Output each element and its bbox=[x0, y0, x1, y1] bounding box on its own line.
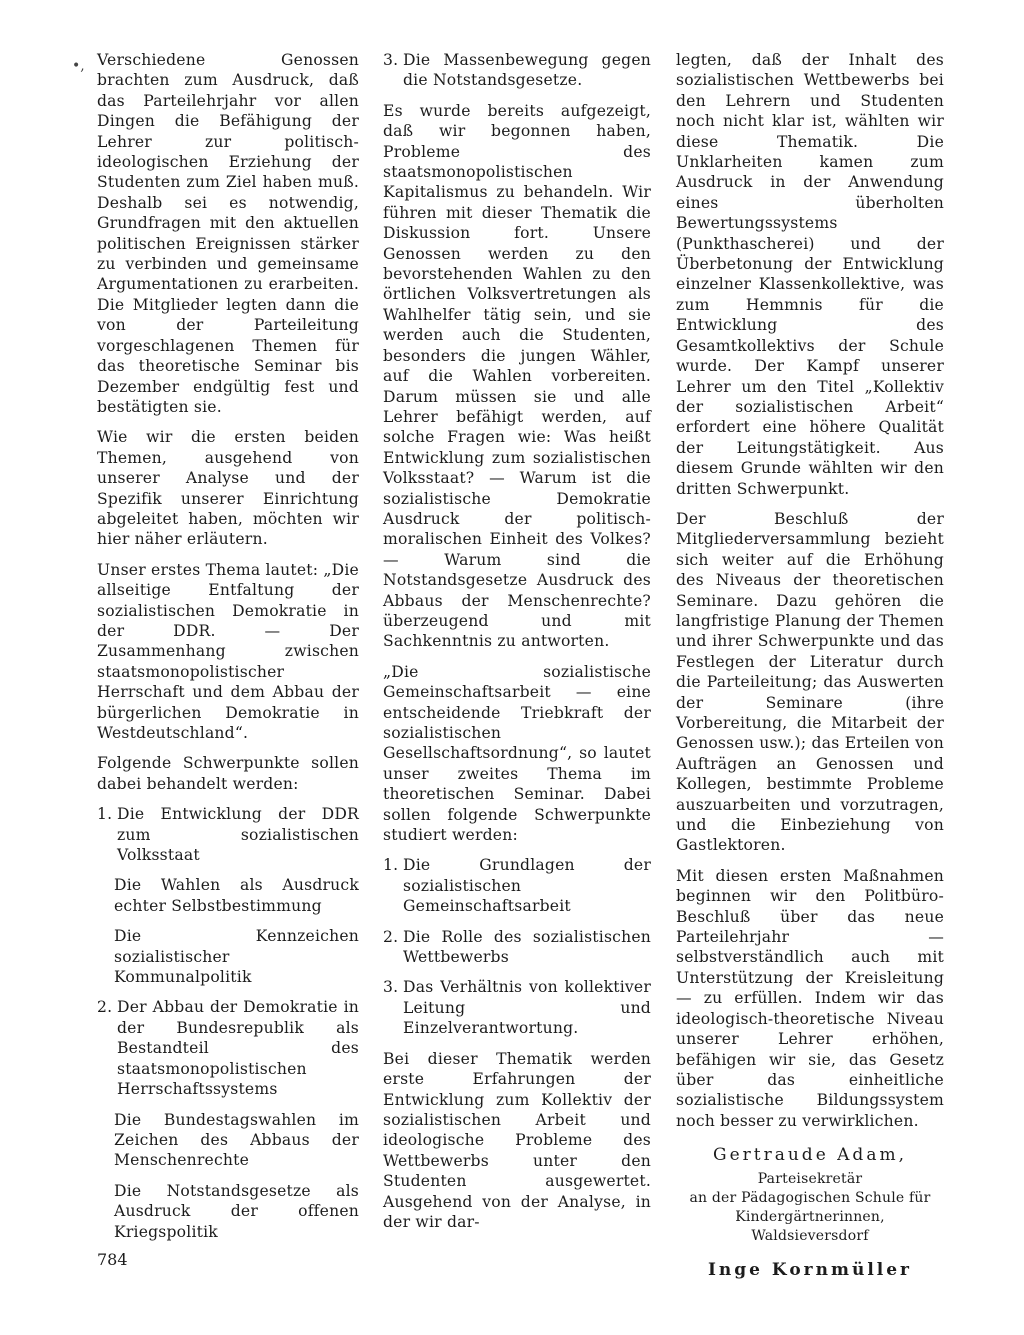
paragraph: Verschiedene Genossen brachten zum Ausdruck, daß das Parteilehrjahr vor allen Dingen die Befähigung der Lehrer zur politisch-ideologischen Erziehung der Studenten zum Ziel haben muß. Deshalb sei es notwendig, Grundfragen mit den aktuellen politischen Ereignissen stärker zu verbinden und gemeinsame Argumentationen zu erarbeiten. Die Mitglieder legten dann die von der Parteileitung vorgeschlagenen Themen für das theoretische Seminar bis Dezember endgültig fest und bestätigten sie. bbox=[97, 51, 359, 416]
paragraph: Wie wir die ersten beiden Themen, ausgehend von unserer Analyse und der Spezifik unserer Einrichtung abgeleitet haben, möchten wir hier näher erläutern. bbox=[97, 428, 359, 549]
list-text: Die Entwicklung der DDR zum sozialistischen Volksstaat bbox=[117, 805, 359, 865]
author-location: Waldsieversdorf bbox=[751, 1227, 869, 1244]
paragraph: Unser erstes Thema lautet: „Die allseitige Entfaltung der sozialistischen Demokratie in der DDR. — Der Zusammenhang zwischen staatsmonopolistischer Herrschaft und dem Abbau der bürgerlichen Demokratie in Westdeutschland“. bbox=[97, 560, 359, 742]
list-number: 2. bbox=[97, 998, 113, 1017]
sub-point: Die Bundestagswahlen im Zeichen des Abbaus der Menschenrechte bbox=[114, 1110, 359, 1170]
list-item bbox=[97, 997, 359, 1099]
list-item bbox=[383, 50, 651, 91]
list-number: 2. bbox=[383, 927, 399, 946]
list-item bbox=[97, 804, 359, 865]
sub-point: Die Kennzeichen sozialistischer Kommunalpolitik bbox=[114, 927, 359, 987]
paragraph: legten, daß der Inhalt des sozialistischen Wettbewerbs bei den Lehrern und Studenten noch nicht klar ist, wählten wir diese Thematik. Die Unklarheiten kamen zum Ausdruck in der Anwendung eines überholten Bewertungssystems (Punkthascherei) und der Überbetonung der Entwicklung einzelner Klassenkollektive, was zum Hemmnis für die Entwicklung des Gesamtkollektivs der Schule wurde. Der Kampf unserer Lehrer um den Titel „Kollektiv der sozialistischen Arbeit“ erfordert eine höhere Qualität der Leitungstätigkeit. Aus diesem Grunde wählten wir den dritten Schwerpunkt. bbox=[676, 51, 944, 498]
author-role: Parteisekretär bbox=[757, 1170, 863, 1187]
list-text: Das Verhältnis von kollektiver Leitung und Einzelverantwortung. bbox=[403, 978, 651, 1038]
signature-block bbox=[676, 1145, 944, 1280]
column-right bbox=[676, 50, 944, 1280]
list-number: 3. bbox=[383, 978, 399, 997]
author-name: Inge Kornmüller bbox=[707, 1259, 913, 1280]
sub-point: Die Notstandsgesetze als Ausdruck der offenen Kriegspolitik bbox=[114, 1181, 359, 1241]
list-number: 1. bbox=[383, 856, 399, 875]
author-institution: Kindergärtnerinnen, bbox=[735, 1208, 885, 1225]
page-number: 784 bbox=[97, 1250, 128, 1269]
paragraph: Es wurde bereits aufgezeigt, daß wir begonnen haben, Probleme des staatsmonopolistischen Kapitalismus zu behandeln. Wir führen mit dieser Thematik die Diskussion fort. Unsere Genossen werden zu den bevorstehenden Wahlen zu den örtlichen Volksvertretungen als Wahlhelfer tätig sein, und sie werden auch die Studenten, besonders die jungen Wähler, auf die Wahlen vorbereiten. Darum müssen sie und alle Lehrer befähigt werden, auf solche Fragen wie: Was heißt Entwicklung zum sozialistischen Volksstaat? — Warum ist die sozialistische Demokratie Ausdruck der politisch-moralischen Einheit des Volkes? — Warum sind die Notstandsgesetze Ausdruck des Abbaus der Menschenrechte? überzeugend und mit Sachkenntnis zu antworten. bbox=[383, 101, 651, 651]
list-text: Die Massenbewegung gegen die Notstandsgesetze. bbox=[403, 51, 651, 90]
author-institution: an der Pädagogischen Schule für bbox=[689, 1189, 931, 1206]
list-item bbox=[383, 855, 651, 916]
list-item bbox=[383, 927, 651, 968]
list-text: Der Abbau der Demokratie in der Bundesrepublik als Bestandteil des staatsmonopolistischen Herrschaftssystems bbox=[117, 998, 359, 1099]
list-number: 3. bbox=[383, 51, 399, 69]
column-middle bbox=[383, 50, 651, 1242]
list-text: Die Rolle des sozialistischen Wettbewerbs bbox=[403, 927, 651, 967]
list-text: Die Grundlagen der sozialistischen Gemeinschaftsarbeit bbox=[403, 856, 651, 916]
list-item bbox=[383, 977, 651, 1038]
paragraph: „Die sozialistische Gemeinschaftsarbeit — eine entscheidende Triebkraft der sozialistischen Gesellschaftsordnung“, so lautet unser zweites Thema im theoretischen Seminar. Dabei sollen folgende Schwerpunkte studiert werden: bbox=[383, 662, 651, 845]
margin-mark: •, bbox=[72, 58, 85, 74]
paragraph: Mit diesen ersten Maßnahmen beginnen wir den Politbüro-Beschluß über das neue Parteilehrjahr — selbstverständlich auch mit Unterstützung der Kreisleitung — zu erfüllen. Indem wir das ideologisch-theoretische Niveau unserer Lehrer erhöhen, befähigen wir sie, das Gesetz über das einheitliche sozialistische Bildungssystem noch besser zu verwirklichen. bbox=[676, 866, 944, 1130]
paragraph: Der Beschluß der Mitgliederversammlung bezieht sich weiter auf die Erhöhung des Niveaus der theoretischen Seminare. Dazu gehören die langfristige Planung der Themen und ihrer Schwerpunkte und das Festlegen der Literatur durch die Parteileitung; das Auswerten der Seminare (ihre Vorbereitung, die Mitarbeit der Genossen usw.); das Erteilen von Aufträgen an Genossen und Kollegen, bestimmte Probleme auszuarbeiten und vorzutragen, und die Einbeziehung von Gastlektoren. bbox=[676, 509, 944, 855]
paragraph: Bei dieser Thematik werden erste Erfahrungen der Entwicklung zum Kollektiv der sozialistischen Arbeit und ideologische Probleme des Wettbewerbs unter den Studenten ausgewertet. Ausgehend von der Analyse, in der wir dar- bbox=[383, 1049, 651, 1231]
author-name: Gertraude Adam, bbox=[713, 1145, 907, 1166]
column-left bbox=[97, 50, 359, 1252]
paragraph: Folgende Schwerpunkte sollen dabei behandelt werden: bbox=[97, 754, 359, 793]
list-number: 1. bbox=[97, 805, 113, 824]
sub-point: Die Wahlen als Ausdruck echter Selbstbestimmung bbox=[114, 876, 359, 915]
